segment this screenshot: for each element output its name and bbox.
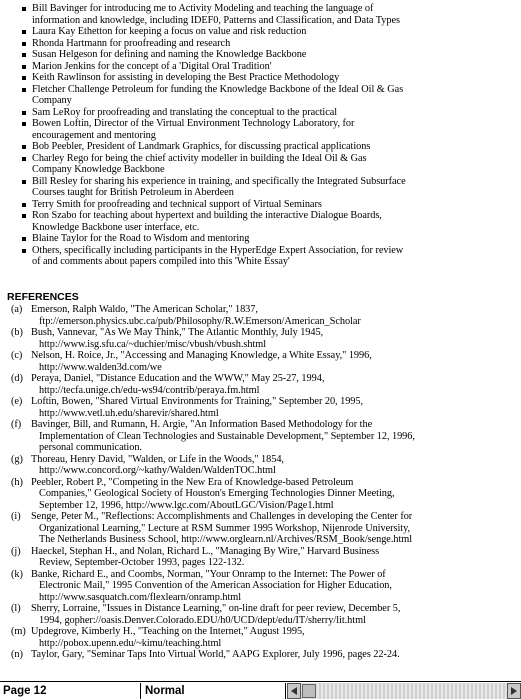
references-section xyxy=(7,291,515,661)
reference-line: Implementation of Clean Technologies and Sustainable Development," September 12, 1996, xyxy=(39,430,415,442)
reference-line: http://www.sasquatch.com/flexlearn/onramp.html xyxy=(39,591,242,603)
acknowledgement-line: Bill Resley for sharing his experience in training, and specifically the Integrated Subsurface xyxy=(32,175,406,187)
reference-entry xyxy=(7,373,515,396)
bullet-icon xyxy=(22,214,26,218)
bullet-icon xyxy=(22,145,26,149)
acknowledgement-line: of and comments about papers compiled into this 'White Essay' xyxy=(32,256,290,267)
reference-line: ftp://emerson.physics.ubc.ca/pub/Philosophy/R.W.Emerson/American_Scholar xyxy=(39,315,361,327)
reference-line: personal communication. xyxy=(39,442,142,453)
bullet-icon xyxy=(22,180,26,184)
reference-line: Peraya, Daniel, "Distance Education and the WWW," May 25-27, 1994, xyxy=(31,373,325,384)
bullet-icon xyxy=(22,249,26,253)
reference-marker: (f) xyxy=(11,419,22,430)
reference-marker: (g) xyxy=(11,453,23,465)
references-list xyxy=(7,304,515,661)
acknowledgement-item xyxy=(22,61,512,73)
reference-marker: (h) xyxy=(11,476,23,488)
reference-line: Loftin, Bowen, "Shared Virtual Environments for Training," September 20, 1995, xyxy=(31,396,364,407)
bullet-icon xyxy=(22,76,26,80)
bullet-icon xyxy=(22,30,26,34)
acknowledgement-item xyxy=(22,72,512,84)
reference-line: http://tecfa.unige.ch/edu-ws94/contrib/peraya.fm.html xyxy=(39,384,260,396)
reference-line: Bavinger, Bill, and Rumann, H. Argie, "An Information Based Methodology for the xyxy=(31,419,373,430)
reference-marker: (b) xyxy=(11,327,23,338)
acknowledgement-line: Charley Rego for being the chief activity modeller in building the Ideal Oil & Gas xyxy=(32,152,367,164)
acknowledgement-line: Terry Smith for proofreading and technical support of Virtual Seminars xyxy=(32,198,322,210)
reference-entry xyxy=(7,603,515,626)
acknowledgement-line: Bill Bavinger for introducing me to Activity Modeling and teaching the language of xyxy=(32,3,374,14)
bullet-icon xyxy=(22,88,26,92)
acknowledgement-line: Rhonda Hartmann for proofreading and research xyxy=(32,37,231,49)
acknowledgement-line: Others, specifically including participants in the HyperEdge Expert Association, for review xyxy=(32,244,404,256)
bullet-icon xyxy=(22,203,26,207)
acknowledgement-line: Bob Peebler, President of Landmark Graphics, for discussing practical applications xyxy=(32,141,371,152)
reference-line: The Netherlands Business School, http://www.orglearn.nl/Archives/RSM_Book/senge.html xyxy=(39,534,413,545)
reference-entry xyxy=(7,327,515,350)
page-number-indicator[interactable]: Page 12 xyxy=(0,683,141,699)
acknowledgement-item xyxy=(22,3,512,26)
reference-line: http://pobox.upenn.edu/~kimu/teaching.html xyxy=(39,637,222,649)
reference-marker: (m) xyxy=(11,626,26,637)
acknowledgements-list xyxy=(22,3,512,268)
acknowledgement-line: Marion Jenkins for the concept of a 'Digital Oral Tradition' xyxy=(32,60,272,72)
acknowledgement-item xyxy=(22,84,512,107)
reference-entry xyxy=(7,569,515,604)
acknowledgement-item xyxy=(22,38,512,50)
bullet-icon xyxy=(22,7,26,11)
acknowledgement-line: Laura Kay Ethetton for keeping a focus on value and risk reduction xyxy=(32,26,307,37)
bullet-icon xyxy=(22,42,26,46)
horizontal-scrollbar[interactable] xyxy=(287,683,521,699)
acknowledgement-line: information and knowledge, including IDEF0, Patterns and Classification, and Data Types xyxy=(32,14,400,26)
acknowledgement-line: Company Knowledge Backbone xyxy=(32,164,165,175)
acknowledgement-line: Courses taught for British Petroleum in Aberdeen xyxy=(32,187,234,198)
acknowledgement-item xyxy=(22,176,512,199)
reference-marker: (i) xyxy=(11,511,21,522)
reference-marker: (a) xyxy=(11,304,23,315)
reference-marker: (k) xyxy=(11,568,23,580)
acknowledgement-item xyxy=(22,49,512,61)
reference-marker: (n) xyxy=(11,649,23,660)
acknowledgement-item xyxy=(22,199,512,211)
reference-entry xyxy=(7,454,515,477)
scroll-thumb[interactable] xyxy=(302,684,316,698)
reference-line: Banke, Richard E., and Coombs, Norman, "Your Onramp to the Internet: The Power of xyxy=(31,568,386,580)
bullet-icon xyxy=(22,237,26,241)
reference-line: Nelson, H. Roice, Jr., "Accessing and Managing Knowledge, a White Essay," 1996, xyxy=(31,350,372,361)
reference-line: Organizational Learning," Lecture at RSM Summer 1995 Workshop, Nijenrode University, xyxy=(39,522,411,534)
acknowledgement-item xyxy=(22,107,512,119)
reference-entry xyxy=(7,350,515,373)
reference-line: Haeckel, Stephan H., and Nolan, Richard L., "Managing By Wire," Harvard Business xyxy=(31,545,380,557)
references-heading: REFERENCES xyxy=(7,291,79,303)
acknowledgement-line: Sam LeRoy for proofreading and translating the conceptual to the practical xyxy=(32,106,338,118)
scroll-right-arrow-icon[interactable] xyxy=(507,683,521,699)
bullet-icon xyxy=(22,111,26,115)
reference-line: Peebler, Robert P., "Competing in the New Era of Knowledge-based Petroleum xyxy=(31,476,354,488)
reference-marker: (e) xyxy=(11,396,23,407)
reference-line: Emerson, Ralph Waldo, "The American Scholar," 1837, xyxy=(31,304,258,315)
reference-line: http://www.concord.org/~kathy/Walden/WaldenTOC.html xyxy=(39,465,276,476)
reference-line: Thoreau, Henry David, "Walden, or Life in the Woods," 1854, xyxy=(31,453,284,465)
reference-entry xyxy=(7,477,515,512)
acknowledgement-line: Knowledge Backbone user interface, etc. xyxy=(32,221,200,233)
reference-line: Bush, Vannevar, "As We May Think," The Atlantic Monthly, July 1945, xyxy=(31,327,324,338)
reference-entry xyxy=(7,626,515,649)
scroll-left-arrow-icon[interactable] xyxy=(287,683,301,699)
acknowledgement-item xyxy=(22,26,512,38)
reference-line: http://www.walden3d.com/we xyxy=(39,361,162,373)
reference-entry xyxy=(7,649,515,661)
reference-marker: (d) xyxy=(11,373,23,384)
acknowledgement-line: Keith Rawlinson for assisting in developing the Best Practice Methodology xyxy=(32,72,340,83)
reference-line: http://www.isg.sfu.ca/~duchier/misc/vbush/vbush.shtml xyxy=(39,338,267,350)
acknowledgement-line: Fletcher Challenge Petroleum for funding the Knowledge Backbone of the Ideal Oil & Gas xyxy=(32,83,404,95)
bullet-icon xyxy=(22,53,26,57)
status-bar xyxy=(0,681,521,700)
reference-line: Review, September-October 1993, pages 122-132. xyxy=(39,557,245,568)
acknowledgement-line: Company xyxy=(32,95,72,106)
reference-line: September 12, 1996, http://www.lgc.com/AboutLGC/Vision/Page1.html xyxy=(39,499,334,511)
acknowledgement-item xyxy=(22,233,512,245)
reference-entry xyxy=(7,419,515,454)
acknowledgement-item xyxy=(22,141,512,153)
reference-entry xyxy=(7,304,515,327)
reference-line: Sherry, Lorraine, "Issues in Distance Learning," on-line draft for peer review, December 5, xyxy=(31,603,401,614)
bullet-icon xyxy=(22,157,26,161)
acknowledgement-item xyxy=(22,245,512,268)
reference-marker: (j) xyxy=(11,545,21,557)
acknowledgement-line: Blaine Taylor for the Road to Wisdom and mentoring xyxy=(32,233,250,244)
reference-line: Taylor, Gary, "Seminar Taps Into Virtual World," AAPG Explorer, July 1996, pages 22-24. xyxy=(31,649,400,660)
reference-entry xyxy=(7,396,515,419)
acknowledgement-item xyxy=(22,118,512,141)
acknowledgement-line: Bowen Loftin, Director of the Virtual Environment Technology Laboratory, for xyxy=(32,118,355,129)
acknowledgement-line: Ron Szabo for teaching about hypertext and building the interactive Dialogue Boards, xyxy=(32,210,382,221)
acknowledgement-line: encouragement and mentoring xyxy=(32,129,156,141)
reference-entry xyxy=(7,546,515,569)
scroll-track[interactable] xyxy=(317,683,506,699)
reference-line: Electronic Mail," 1995 Convention of the American Association for Higher Education, xyxy=(39,580,392,591)
acknowledgement-item xyxy=(22,210,512,233)
reference-entry xyxy=(7,511,515,546)
acknowledgement-line: Susan Helgeson for defining and naming the Knowledge Backbone xyxy=(32,49,307,60)
reference-line: Companies," Geological Society of Houston's Emerging Technologies Dinner Meeting, xyxy=(39,488,395,499)
reference-line: 1994, gopher://oasis.Denver.Colorado.EDU/h0/UCD/dept/edu/IT/sherry/lit.html xyxy=(39,614,366,626)
paragraph-style-selector[interactable]: Normal xyxy=(142,683,286,699)
reference-line: Senge, Peter M., "Reflections: Accomplishments and Challenges in developing the Center for xyxy=(31,511,413,522)
reference-line: Updegrove, Kimberly H., "Teaching on the Internet," August 1995, xyxy=(31,626,305,637)
reference-marker: (l) xyxy=(11,603,21,614)
reference-line: http://www.vetl.uh.edu/sharevir/shared.html xyxy=(39,407,219,419)
reference-marker: (c) xyxy=(11,350,23,361)
bullet-icon xyxy=(22,122,26,126)
bullet-icon xyxy=(22,65,26,69)
acknowledgement-item xyxy=(22,153,512,176)
